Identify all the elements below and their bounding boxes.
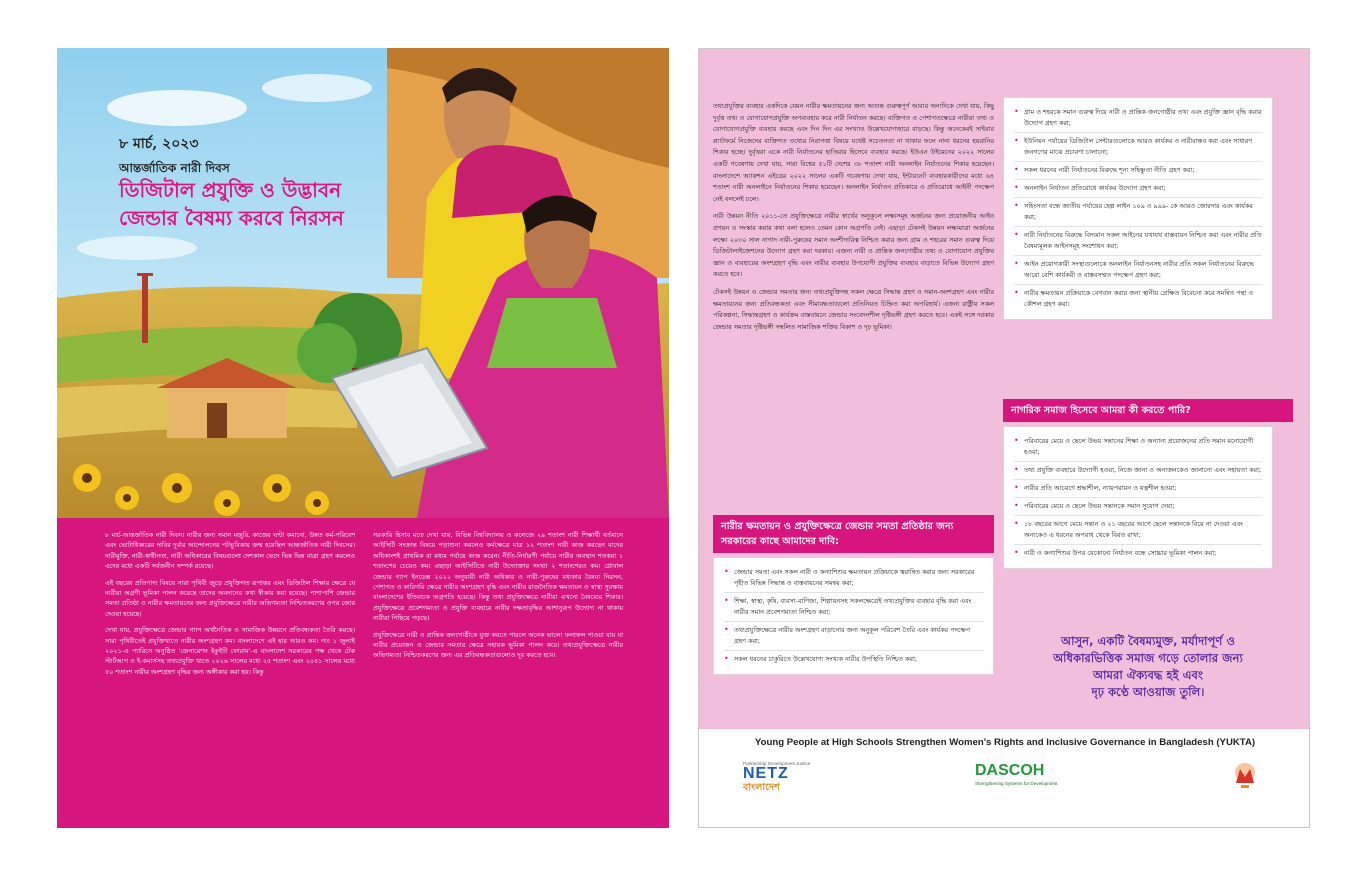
dascoh-logo (975, 761, 1071, 795)
list-item: • শিক্ষা, স্বাস্থ্য, কৃষি, ব্যবসা-বাণিজ্য, শিল্পায়নসহ সকলক্ষেত্রেই তথ্যপ্রযুক্তির ব্যবহার বৃদ্ধি করা এবং নারীর সমান প্রবেশগম্যতা নিশ্চিত করা; (724, 593, 983, 622)
demands-box (713, 557, 994, 675)
list-item: • অনলাইন নির্যাতন প্রতিরোধে কার্যকর উদ্যোগ গ্রহণ করা; (1014, 180, 1262, 198)
netz-name: NETZ (743, 765, 789, 782)
call-line: আসুন, একটি বৈষম্যমুক্ত, মর্যাদাপূর্ণ ও (1061, 634, 1235, 648)
list-item: • নারী ও কন্যাশিশুর উপর যেকোনো নির্যাতন বন্ধে সোচ্চার ভূমিকা পালন করা; (1014, 545, 1262, 562)
paragraph: নারী উন্নয়ন নীতি ২০১১-তে প্রযুক্তিক্ষেত্রে নারীর স্বার্থের অনুকূলে লক্ষ্যসমূহ অর্জনের জন্য প্রয়োজনীয় আইন প্রণয়ন ও সংস্কার করার কথা বলা হলেও তেমন কোন অগ্রগতি নেই। এছাড়া টেকসই উন্নয়ন লক্ষ্যমাত্রা অর্জনের লক্ষ্যে ২০৩০ সাল নাগাদ নারী-পুরুষের সমান অংশীদারিত্ব নিশ্চিত করার জন্য গ্রাম ও শহরের সমান গুরুত্ব দিয়ে ডিজিটালাইজেশনের উদ্যোগ গ্রহণ করা দরকার। এজন্য নারী ও প্রান্তিক জনগোষ্ঠীর তথ্য ও যোগাযোগ প্রযুক্তির জ্ঞান ও ব্যবহারের অংশগ্রহণ বৃদ্ধি এবং নারীর ব্যবহার উপযোগী প্রযুক্তির ব্যবহার বাড়াতে বিভিন্ন উদ্যোগ গ্রহণ করতে হবে। (713, 212, 994, 279)
dascoh-tagline: Strengthening Systems for Development (975, 781, 1058, 786)
list-item: • পরিবারের মেয়ে ও ছেলে উভয় সন্তানের শিক্ষা ও অন্যান্য প্রয়োজনের প্রতি সমান মনোযোগী হওয়া; (1014, 433, 1262, 462)
paragraph: তথ্যপ্রযুক্তির ব্যবহার একদিকে যেমন নারীর ক্ষমতায়নের জন্য অত্যন্ত গুরুত্বপূর্ণ আবার অন্যদিকে দেখা যায়, কিছু দুর্বৃত্ত তথ্য ও যোগাযোগপ্রযুক্তি অপব্যবহার করে নারী নির্যাতন করছে। ব্যক্তিগত ও পেশাগতক্ষেত্রে নারীরা তথ্য ও যোগাযোগপ্রযুক্তি ব্যবহার করছে এবং দিন দিন এর সংখ্যাও উল্লেখযোগ্যহারে বাড়ছে। কিন্তু অনেকেরই সাইবার প্ল্যাটফর্মে নিজেদের ব্যক্তিগত তথ্যের নিরাপত্তা বিষয়ে যথেষ্ট সচেতনতা না থাকার ফলে নানা ধরনের হয়রানির শিকার হচ্ছে। দুর্বৃত্তরা একে নারী নির্যাতনের হাতিয়ার হিসেবে ব্যবহার করছে। ইউএন উইমেনের ২০২২ সালের একটি গবেষণায় দেখা যায়, সারা বিশ্বের ৫১টি দেশের ৩৮ শতাংশ নারী অনলাইন নির্যাতনের শিকার হয়েছেন। বাংলাদেশে অ্যাকশন এইডের ২০২২ সালের একটি গবেষণায় দেখা যায়, ইন্টারনেট ব্যবহারকারীদের মধ্যে ৬৪ শতাংশ নারী অনলাইনে নির্যাতনের শিকার হয়েছেন। অনলাইন নির্যাতন প্রতিকারে ও প্রতিরোধে আইনী পদক্ষেপ নেই বললেই চলে। (713, 102, 994, 203)
paragraph: সরকারি হিসাব মতে দেখা যায়, বিভিন্ন বিশ্ববিদ্যালয় ও কলেজে ২৯ শতাংশ নারী শিক্ষার্থী বর্তমানে আইসিটি সংক্রান্ত বিষয়ে পড়াশুনা করলেও কর্মক্ষেত্রে মাত্র ১২ শতাংশ নারী কাজ করছেন যাদের অধিকাংশই প্রাথমিক বা মধ্যম পর্যায়ে কাজ করেন। নীতি-নির্ধারণী পর্যায়ে নারীর অবস্থান শতকরা ১ শতাংশের চেয়েও কম। এছাড়া আইসিটিতে নারী উদ্যোক্তার সংখ্যা ২ শতাংশেরও কম। গ্লোবাল জেন্ডার গ্যাপ ইনডেক্স ২০২২ অনুযায়ী নারী অধিকার ও নারী-পুরুষের মধ্যকার বৈষম্য নিরসন, পেশাগত ও কারিগরি ক্ষেত্রে নারীর অংশগ্রহণ বৃদ্ধি এবং নারীর রাজনৈতিক ক্ষমতায়ন ও স্বাস্থ্য সুরক্ষায় বাংলাদেশের ইতিবাচক অগ্রগতি হয়েছে। কিন্তু তথ্য প্রযুক্তিক্ষেত্রে নারীরা এখনো বৈষম্যের শিকার। প্রযুক্তিক্ষেত্রে প্রবেশগম্যতা ও প্রযুক্তি ব্যবহারে নারীর দক্ষতাবৃদ্ধির আশানুরূপ উদ্যোগ না থাকায় নারীরা পিছিয়ে পড়ছে। (373, 531, 623, 623)
day-name: আন্তর্জাতিক নারী দিবস (119, 161, 230, 175)
civil-society-box (1003, 426, 1273, 569)
project-title: Young People at High Schools Strengthen Women's Rights and Inclusive Governance in Bangladesh (YUKTA) (754, 737, 1256, 748)
list-item: • সকল ধরনের চাকুরিতে উল্লেখযোগ্য সংখ্যক নারীর উপস্থিতি নিশ্চিত করা; (724, 651, 983, 668)
list-item: • ১৮ বছরের আগে মেয়ে সন্তান ও ২১ বছরের আগে ছেলে সন্তানকে বিয়ে না দেওয়া এবং অন্যকেও এ ধরনের অপরাধ থেকে বিরত রাখা; (1014, 516, 1262, 545)
section-title: নাগরিক সমাজ হিসেবে আমরা কী করতে পারি? (1003, 399, 1293, 422)
list-item: • জেন্ডার সমতা এবং সকল নারী ও কন্যাশিশুর ক্ষমতায়ন প্রক্রিয়াকে ত্বরান্বিত করার জন্য সরকারের গৃহীত বিভিন্ন সিদ্ধান্ত ও বাস্তবায়নের সমন্বয় করা; (724, 564, 983, 593)
dascoh-name: DASCOH (975, 762, 1045, 779)
headline-line-1: ডিজিটাল প্রযুক্তি ও উদ্ভাবন (119, 178, 342, 202)
list-item: • তথ্য প্রযুক্তি ব্যবহারে উদ্যোগী হওয়া, নিজে জানা ও অন্যজনকেও জানানো এবং সহায়তা করা; (1014, 462, 1262, 480)
netz-tagline: Partnership Development Justice (743, 761, 811, 766)
paragraph: টেকসই উন্নয়ন ও জেন্ডার সমতার জন্য তথ্যপ্রযুক্তিসহ সকল ক্ষেত্রে সিদ্ধান্ত গ্রহণ ও সমান-অংশগ্রহণ এবং নারীর ক্ষমতায়নের জন্য প্রতিবন্ধকতা এবং সীমাবদ্ধতাগুলো প্রতিনিয়ত চিহ্নিত করা অপরিহার্য। এজন্য রাষ্ট্রীয় সকল পরিকল্পনা, সিদ্ধান্তগ্রহণ ও কার্যক্রম বাস্তবায়নে জেন্ডার সংবেদনশীল দৃষ্টিভঙ্গী গ্রহণ করতে হবে। একই সঙ্গে দরকার জেন্ডার সমতার দৃষ্টিভঙ্গী সম্বলিত সামাজিক শক্তির বিকাশ ও দৃঢ় ভূমিকা। (713, 287, 994, 331)
mr-logo-mark (1231, 761, 1259, 793)
section-title: নারীর ক্ষমতায়ন ও প্রযুক্তিক্ষেত্রে জেন্ডার সমতা প্রতিষ্ঠার জন্য সরকারের কাছে আমাদের দাবি: (713, 515, 994, 553)
list-item: • সকল ধরনের নারী নির্যাতনের বিরুদ্ধে শূন্য সহিষ্ণুতা নীতি গ্রহণ করা; (1014, 162, 1262, 180)
list-item: • নারী নির্যাতনের বিরুদ্ধে বিদ্যমান সকল আইনের যথাযথ বাস্তবায়ন নিশ্চিত করা এবং নারীর প্রতি বৈষম্যমূলক আইনসমূহ সংশোধন করা; (1014, 227, 1262, 256)
call-to-action (1003, 633, 1293, 701)
left-page (57, 48, 669, 828)
left-text-columns (57, 518, 669, 828)
list-item: • তথ্যপ্রযুক্তিক্ষেত্রে নারীর অংশগ্রহণ বাড়ানোর জন্য অনুকূল পরিবেশ তৈরি এবং কার্যকর পদক্ষেপ গ্রহণ করা; (724, 622, 983, 651)
list-item: • নারীর প্রতি আচরণে শ্রদ্ধাশীল, ন্যায়পরায়ন ও যত্নশীল হওয়া; (1014, 480, 1262, 498)
content-area (699, 49, 1310, 729)
left-column-2 (373, 530, 623, 828)
list-item: • গ্রাম ও শহরকে সমান গুরুত্ব দিয়ে নারী ও প্রান্তিক জনগোষ্ঠীর তথ্য এবং প্রযুক্তি জ্ঞান বৃদ্ধি করার উদ্যোগ গ্রহণ করা; (1014, 104, 1262, 133)
list-item: • আইন প্রয়োগকারী সংস্থাগুলোকে অনলাইন নির্যাতনসহ নারীর প্রতি সকল নির্যাতনের বিরুদ্ধে আরো বেশি কার্যকরী ও বাস্তবসম্মত পদক্ষেপ গ্রহণ করা; (1014, 256, 1262, 285)
date-label: ৮ মার্চ, ২০২৩ (119, 136, 199, 152)
call-line: দৃঢ় কণ্ঠে আওয়াজ তুলি। (1091, 685, 1205, 699)
civil-society-section (1003, 399, 1293, 569)
recommendations-box (1003, 97, 1273, 320)
list-item: • নারীর ক্ষমতায়ন প্রক্রিয়াকে বেগবান করার জন্য স্থানীয় প্রেক্ষিত বিবেচনা করে সমন্বিত পন্থা ও কৌশল গ্রহণ করা। (1014, 285, 1262, 313)
call-line: আমরা ঐক্যবদ্ধ হই এবং (1093, 668, 1203, 682)
right-page (698, 48, 1310, 828)
netz-bangla: বাংলাদেশ (743, 782, 780, 793)
headline (119, 176, 419, 232)
list-item: • সহিংসতা বন্ধে জাতীয় পর্যায়ের হেল্প লাইন ১০৯ ও ৯৯৯- কে আরও জোরদার এবং কার্যকর করা; (1014, 198, 1262, 227)
paragraph: ৮ মার্চ-আন্তর্জাতিক নারী দিবস। নারীর জন্য সমান মজুরি, কাজের ঘণ্টা কমানো, উন্নত কর্ম-পরিবেশ এবং ভোটাধিকারের দাবির দুর্বার আন্দোলনের পটভূমিকায় জন্ম হয়েছিল আন্তর্জাতিক নারী দিবসের। নারীমুক্তি, নারী-স্বাধীনতা, নারী অধিকারের বিষয়গুলো দেশকাল ভেদে ভিন্ন ভিন্ন মাত্রা গ্রহণ করলেও এদের মধ্যে একটি সর্বজনীন সম্পর্ক রয়েছে। (105, 531, 355, 571)
cover-illustration (57, 48, 669, 518)
list-item: • ইউনিয়ন পর্যায়ের ডিজিটাল সেন্টারগুলোকে আরও কার্যকর ও নারীবান্ধব করা এবং সাধারণ জনগণের মাঝে প্রচারণা চালানো; (1014, 133, 1262, 162)
list-item: • পরিবারের মেয়ে ও ছেলে উভয় সন্তানকে সমান সুযোগ দেয়া; (1014, 498, 1262, 516)
paragraph: এই বছরের প্রতিপাদ্য বিষয়ে সারা পৃথিবী জুড়ে প্রযুক্তিগত রূপান্তর এবং ডিজিটাল শিক্ষার ক্ষেত্রে যে নারীরা অগ্রণী ভূমিকা পালন করেছে তাদের অবদানের কথা স্বীকার করা হয়েছে। পাশাপাশি জেন্ডার সমতা প্রতিষ্ঠা ও নারীর ক্ষমতায়নের জন্য প্রযুক্তিক্ষেত্রে নারীর অভিগম্যতা নিশ্চিতকরণের ওপর জোর দেওয়া হয়েছে। (105, 578, 355, 618)
right-text-column (713, 101, 994, 339)
mr-logo (1231, 761, 1259, 793)
paragraph: দেখা যায়, প্রযুক্তিক্ষেত্রে জেন্ডার গ্যাপ অর্থনৈতিক ও সামাজিক উন্নয়নে প্রতিবন্ধকতা তৈরি করছে। সারা পৃথিবীতেই প্রযুক্তিখাতে নারীর অংশগ্রহণ কম। বাংলাদেশে এই হার আরও কম। গত ১ জুলাই ২০২১-এ প্যারিসে অনুষ্ঠিত 'জেনারেশন ইকুইটি ফোরাম'-এ বাংলাদেশ সরকারের পক্ষ থেকে টেক স্টার্টআপ ও ই-কমার্সসহ তথ্যপ্রযুক্তি খাতে ২০২৬ সালের মধ্যে ২৫ শতাংশ এবং ২০৪১ সালের মধ্যে ৫০ শতাংশ নারীর অংশগ্রহণ বৃদ্ধির জন্য অঙ্গীকার করা হয়। কিন্তু (105, 626, 355, 676)
date-block (119, 132, 230, 180)
call-line: অধিকারভিত্তিক সমাজ গড়ে তোলার জন্য (1053, 651, 1243, 665)
paragraph: প্রযুক্তিক্ষেত্রে নারী ও প্রান্তিক জনগোষ্ঠীকে যুক্ত করতে পারলে অনেক ভালো ফলাফল পাওয়া যায় যা নারীর প্রয়োজন ও জেন্ডার সমতার ক্ষেত্রে সহায়ক ভূমিকা পালন করে। তথ্যপ্রযুক্তিক্ষেত্রে নারীর অভিগম্যতা নিশ্চিতকরণের জন্য এর প্রতিবন্ধকতাগুলোও দূর করতে হবে। (373, 630, 623, 660)
left-column-1 (105, 530, 355, 828)
netz-logo (743, 761, 829, 795)
headline-line-2: জেন্ডার বৈষম্য করবে নিরসন (119, 206, 344, 230)
demands-section (713, 515, 994, 675)
